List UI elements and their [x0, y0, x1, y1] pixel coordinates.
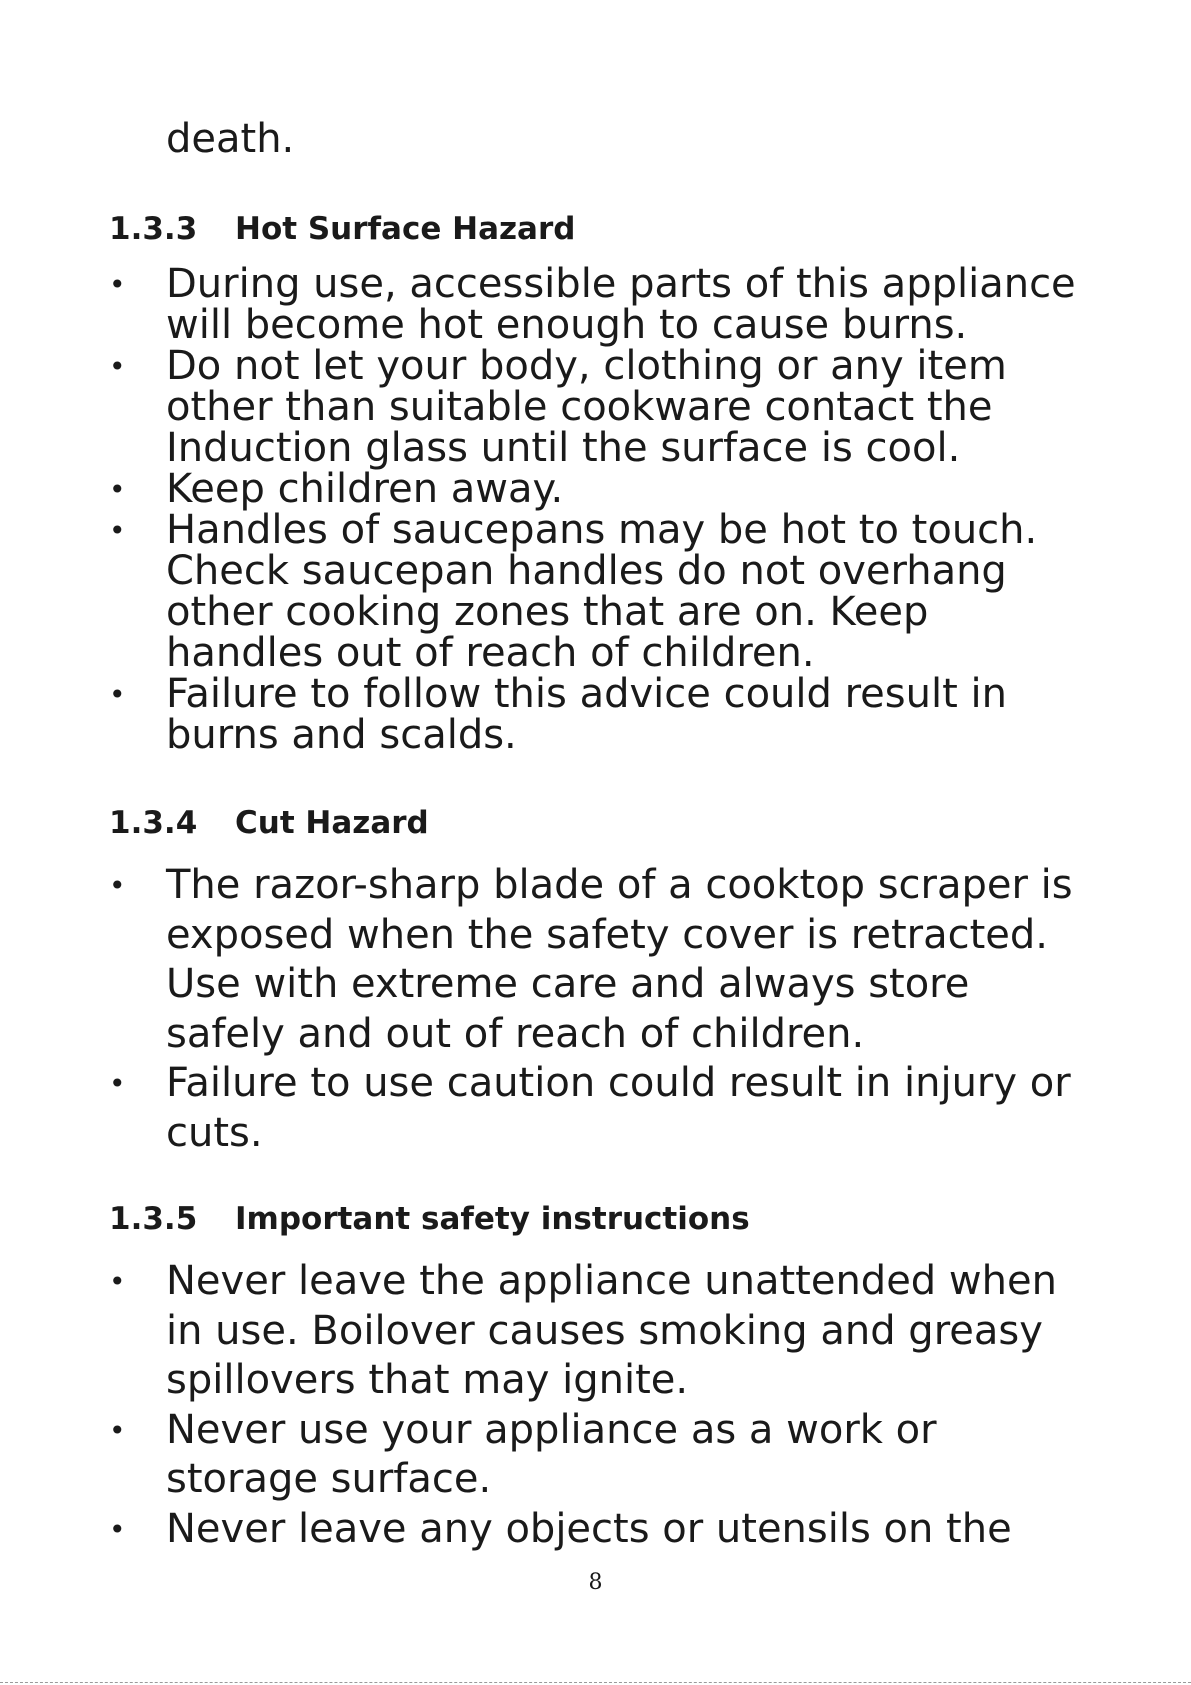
list-item-text: Never use your appliance as a work or storage surface.: [166, 1406, 937, 1502]
continued-text: death.: [166, 116, 295, 162]
section-number: 1.3.5: [109, 1201, 198, 1237]
bullet-icon: •: [109, 1512, 126, 1546]
hot-surface-hazard-list: [0, 261, 1191, 758]
list-item: [0, 1505, 1191, 1555]
section-title: Important safety instructions: [235, 1201, 750, 1237]
list-item: [0, 861, 1191, 1059]
list-item: [0, 1059, 1191, 1158]
section-heading-important-safety-instructions: [109, 1201, 750, 1237]
bullet-icon: •: [109, 514, 126, 547]
bullet-icon: •: [109, 268, 126, 301]
page-number: 8: [588, 1570, 603, 1595]
section-title: Hot Surface Hazard: [235, 211, 576, 247]
list-item-text: During use, accessible parts of this appliance will become hot enough to cause burns.: [166, 261, 1076, 348]
bullet-icon: •: [109, 1067, 126, 1100]
list-item-text: Failure to follow this advice could result in burns and scalds.: [166, 671, 1007, 758]
section-number: 1.3.3: [109, 211, 198, 247]
bullet-icon: •: [109, 1413, 126, 1447]
bullet-icon: •: [109, 869, 126, 902]
list-item-text: The razor-sharp blade of a cooktop scraper is exposed when the safety cover is retracted. Use with extreme care and always store safely and out of reach of children.: [166, 862, 1073, 1057]
section-number: 1.3.4: [109, 805, 198, 841]
important-safety-instructions-list: [0, 1257, 1191, 1554]
bullet-icon: •: [109, 473, 126, 506]
list-item: [0, 261, 1191, 348]
list-item: [0, 671, 1191, 758]
bullet-icon: •: [109, 678, 126, 711]
section-heading-cut-hazard: [109, 805, 429, 841]
list-item-text: Failure to use caution could result in injury or cuts.: [166, 1060, 1071, 1156]
bullet-icon: •: [109, 350, 126, 383]
section-heading-hot-surface-hazard: [109, 211, 575, 247]
list-item: [0, 1406, 1191, 1505]
section-title: Cut Hazard: [235, 805, 429, 841]
list-item: [0, 343, 1191, 471]
page-bottom-divider: [0, 1682, 1191, 1683]
bullet-icon: •: [109, 1265, 126, 1298]
cut-hazard-list: [0, 861, 1191, 1158]
list-item: [0, 507, 1191, 676]
list-item-text: Never leave the appliance unattended when in use. Boilover causes smoking and greasy spillovers that may ignite.: [166, 1258, 1057, 1403]
list-item-text: Never leave any objects or utensils on the: [166, 1505, 1012, 1552]
list-item: [0, 466, 1191, 512]
list-item-text: Keep children away.: [166, 466, 564, 512]
list-item-text: Handles of saucepans may be hot to touch. Check saucepan handles do not overhang other cooking zones that are on. Keep handles out of reach of children.: [166, 507, 1038, 676]
list-item-text: Do not let your body, clothing or any item other than suitable cookware contact the Induction glass until the surface is cool.: [166, 343, 1007, 471]
list-item: [0, 1257, 1191, 1406]
